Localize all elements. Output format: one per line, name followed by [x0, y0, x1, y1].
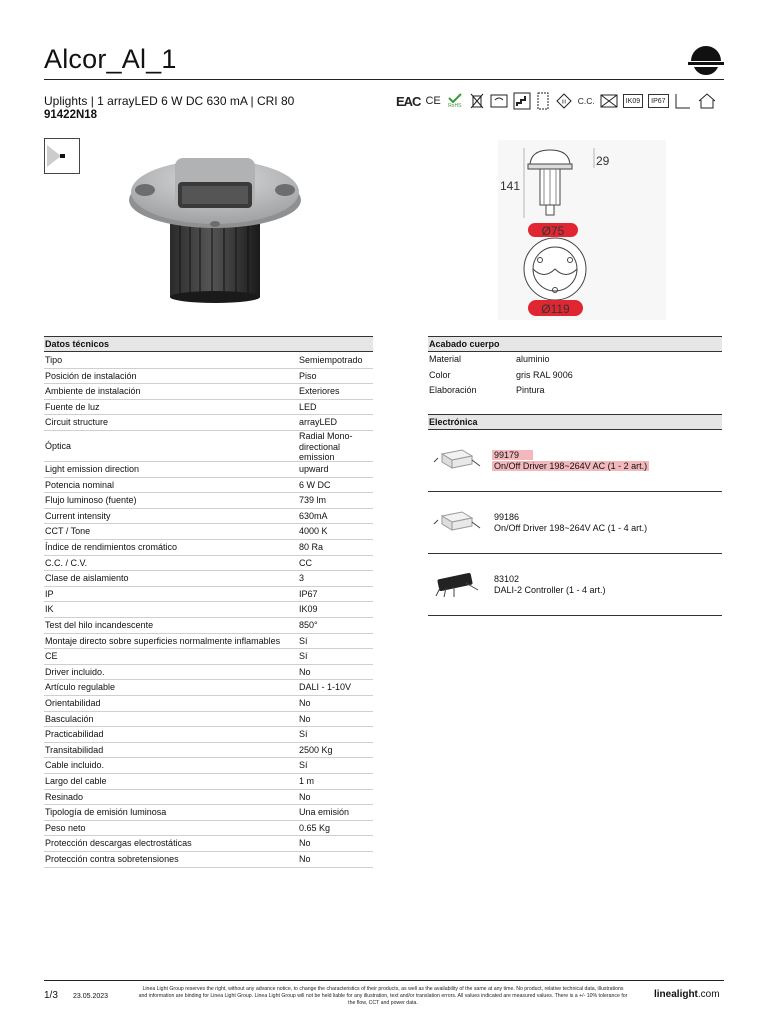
corner-install-icon: [674, 92, 692, 110]
tech-row: [44, 696, 373, 712]
tech-row: [44, 680, 373, 696]
tech-row: [44, 415, 373, 431]
tech-row: [44, 821, 373, 837]
accessory-item[interactable]: [428, 430, 722, 492]
recessed-install-icon: [490, 92, 508, 110]
tech-row-value: 739 lm: [299, 495, 327, 506]
brand-website-link[interactable]: [654, 989, 720, 1000]
tech-row-value: Sí: [299, 635, 308, 646]
tech-row: [44, 353, 373, 369]
rohs-check-icon: RoHS: [446, 92, 464, 110]
accessory-description: On/Off Driver 198~264V AC (1 - 4 art.): [494, 523, 648, 533]
tech-row-value: Piso: [299, 370, 317, 381]
tech-row-value: No: [299, 666, 311, 677]
tech-row-key: Protección descargas electrostáticas: [45, 838, 192, 849]
tech-row: [44, 634, 373, 650]
tech-row: [44, 805, 373, 821]
tech-row: [44, 384, 373, 400]
accessory-code: 99179: [492, 450, 533, 460]
finish-row-value: aluminio: [516, 354, 550, 364]
tech-row-value: No: [299, 854, 311, 864]
tech-row-key: IK: [45, 604, 54, 615]
brand-domain: .com: [697, 989, 720, 1000]
finish-table: [428, 336, 722, 406]
no-cover-icon: [600, 92, 618, 110]
tech-row-value: Exteriores: [299, 386, 340, 397]
tech-row-value: Semiempotrado: [299, 355, 363, 365]
tech-row: [44, 524, 373, 540]
tech-row: [44, 493, 373, 509]
tech-row-value: 80 Ra: [299, 542, 324, 552]
tech-row-key: Fuente de luz: [45, 401, 100, 412]
stairs-icon: [513, 92, 531, 110]
ce-mark-icon: CE: [425, 95, 441, 107]
tech-row-value: arrayLED: [299, 417, 338, 428]
tech-row-key: Cable incluido.: [45, 760, 105, 771]
accessory-description: On/Off Driver 198~264V AC (1 - 2 art.): [494, 461, 648, 471]
footer-divider: [44, 980, 724, 981]
tech-data-heading: Datos técnicos: [44, 336, 373, 352]
tech-row-key: CCT / Tone: [45, 526, 91, 537]
tech-row-value: DALI - 1-10V: [299, 682, 352, 693]
tech-row-value: 630mA: [299, 510, 328, 521]
svg-text:III: III: [561, 99, 566, 106]
tech-row-value: IP67: [299, 588, 318, 599]
document-date: 23.05.2023: [73, 993, 109, 1000]
header-divider: [44, 79, 724, 80]
tech-row-value: No: [299, 791, 311, 802]
tech-row: [44, 540, 373, 556]
tech-row-value: 0.65 Kg: [299, 822, 331, 833]
finish-row-value: gris RAL 9006: [516, 369, 573, 380]
page-number: 1/3: [44, 990, 58, 1001]
tech-row-key: Tipo: [45, 355, 63, 365]
finish-heading: Acabado cuerpo: [428, 336, 722, 352]
tech-row-value: Sí: [299, 729, 308, 740]
product-subtitle: Uplights | 1 arrayLED 6 W DC 630 mA | CRI 80: [44, 94, 295, 108]
tech-row: [44, 556, 373, 572]
dimension-diagram: [498, 140, 666, 320]
tech-row-key: Circuit structure: [45, 417, 109, 428]
house-icon: [697, 92, 717, 110]
tech-row: [44, 400, 373, 416]
tech-row-key: Potencia nominal: [45, 479, 115, 490]
tech-row: [44, 478, 373, 494]
tech-row-value: Radial Mono-directional emission: [299, 431, 353, 462]
class-iii-icon: [555, 92, 573, 110]
constant-current-icon: C.C.: [577, 96, 595, 106]
play-icon: [45, 139, 79, 173]
tech-row-value: 3: [299, 573, 305, 584]
finish-row: [428, 385, 722, 400]
tech-row-key: Índice de rendimientos cromático: [45, 542, 178, 552]
tech-row-key: Ambiente de instalación: [45, 386, 141, 397]
tech-row: [44, 369, 373, 385]
eac-mark-icon: EAC: [396, 93, 421, 109]
tech-row-value: IK09: [299, 604, 318, 615]
tech-row-key: Clase de aislamiento: [45, 573, 129, 584]
accessory-item[interactable]: [428, 492, 722, 554]
driver-image: [432, 506, 482, 536]
tech-row-key: C.C. / C.V.: [45, 557, 88, 568]
tech-row: [44, 665, 373, 681]
video-play-button[interactable]: [44, 138, 80, 174]
brand-name: linealight: [654, 989, 698, 1000]
tech-row: [44, 743, 373, 759]
electronics-section: [428, 414, 722, 624]
finish-row-key: Material: [429, 354, 462, 364]
tech-row: [44, 727, 373, 743]
tech-row-key: Posición de instalación: [45, 370, 137, 381]
tech-row-value: Sí: [299, 651, 308, 662]
dim-diameter-head: Ø119: [541, 302, 570, 316]
tech-row-value: 850°: [299, 620, 318, 630]
ik-rating-icon: IK09: [623, 94, 643, 108]
tech-row: [44, 649, 373, 665]
tech-row-key: Protección contra sobretensiones: [45, 854, 179, 864]
tech-row-key: Flujo luminoso (fuente): [45, 495, 137, 506]
tech-row: [44, 618, 373, 634]
tech-row-key: Resinado: [45, 791, 84, 802]
accessory-code: 83102: [494, 574, 520, 584]
finish-row-key: Elaboración: [429, 385, 477, 395]
product-code: 91422N18: [44, 109, 98, 121]
tech-row: [44, 462, 373, 478]
accessory-code: 99186: [494, 512, 520, 522]
tech-row-value: Una emisión: [299, 807, 350, 818]
tech-row-value: CC: [299, 557, 312, 568]
tech-row: [44, 587, 373, 603]
tech-row-value: No: [299, 713, 311, 724]
accessory-description: DALI-2 Controller (1 - 4 art.): [494, 585, 606, 595]
tech-row-key: IP: [45, 588, 54, 599]
tech-row-value: No: [299, 698, 311, 708]
page-title: Alcor_Al_1: [44, 44, 177, 74]
dim-diameter-body: Ø75: [541, 224, 565, 238]
controller-image: [432, 568, 482, 598]
tech-row: [44, 571, 373, 587]
tech-row-value: 4000 K: [299, 526, 328, 537]
legal-disclaimer: Linea Light Group reserves the right, without any advance notice, to change the characteristics of their products, as well as the availability of the same at any time. No product, relative technical data, illustrations and information are binding for Linea Light Group. Linea Light Group will not be held liable for any illustration, text and/or translation errors. All values indicated are measured values. There is a +/- 10% tolerance for the flow, CCT and power data.: [138, 986, 628, 1006]
linea-light-logo-icon: [688, 45, 724, 75]
tech-row: [44, 602, 373, 618]
tech-row-value: 2500 Kg: [299, 744, 333, 755]
tech-row-value: 1 m: [299, 776, 315, 786]
tech-row-key: CE: [45, 651, 58, 662]
tech-row-key: Driver incluido.: [45, 666, 105, 677]
tech-row-key: Practicabilidad: [45, 729, 104, 740]
tech-row-key: Current intensity: [45, 510, 111, 521]
tech-row: [44, 509, 373, 525]
tech-row-key: Artículo regulable: [45, 682, 116, 693]
tech-row-key: Light emission direction: [45, 464, 140, 474]
electronics-heading: Electrónica: [428, 414, 722, 430]
tech-row-key: Basculación: [45, 713, 94, 724]
finish-row-value: Pintura: [516, 385, 545, 395]
tech-row-value: Sí: [299, 760, 308, 771]
weee-bin-icon: [469, 92, 485, 110]
accessory-item[interactable]: [428, 554, 722, 616]
tech-row-key: Transitabilidad: [45, 744, 104, 755]
tech-row-value: LED: [299, 401, 317, 412]
tech-row: [44, 852, 373, 868]
tech-row: [44, 712, 373, 728]
tech-row: [44, 790, 373, 806]
tech-row-value: upward: [299, 464, 329, 474]
tech-data-table: [44, 336, 373, 866]
ip-rating-icon: IP67: [648, 94, 668, 108]
tech-row-key: Óptica: [45, 441, 72, 451]
dim-height-total: 141: [500, 179, 521, 193]
dim-height-head: 29: [596, 154, 610, 168]
tech-row-key: Orientabilidad: [45, 698, 101, 708]
tech-row: [44, 758, 373, 774]
finish-row-key: Color: [429, 369, 451, 380]
finish-row: [428, 370, 722, 385]
tech-row-key: Montaje directo sobre superficies normalmente inflamables: [45, 635, 281, 646]
driver-image: [432, 444, 482, 474]
tech-row: [44, 431, 373, 462]
tech-row-value: 6 W DC: [299, 479, 331, 490]
tech-row-key: Peso neto: [45, 822, 86, 833]
tech-row: [44, 774, 373, 790]
product-image: [120, 140, 310, 310]
certification-icons: [396, 91, 717, 111]
finish-row: [428, 354, 722, 369]
tech-row-key: Tipología de emisión luminosa: [45, 807, 167, 818]
insulation-icon: [536, 92, 550, 110]
tech-row-key: Largo del cable: [45, 776, 107, 786]
tech-row-key: Test del hilo incandescente: [45, 620, 154, 630]
tech-row: [44, 836, 373, 852]
tech-row-value: No: [299, 838, 311, 849]
